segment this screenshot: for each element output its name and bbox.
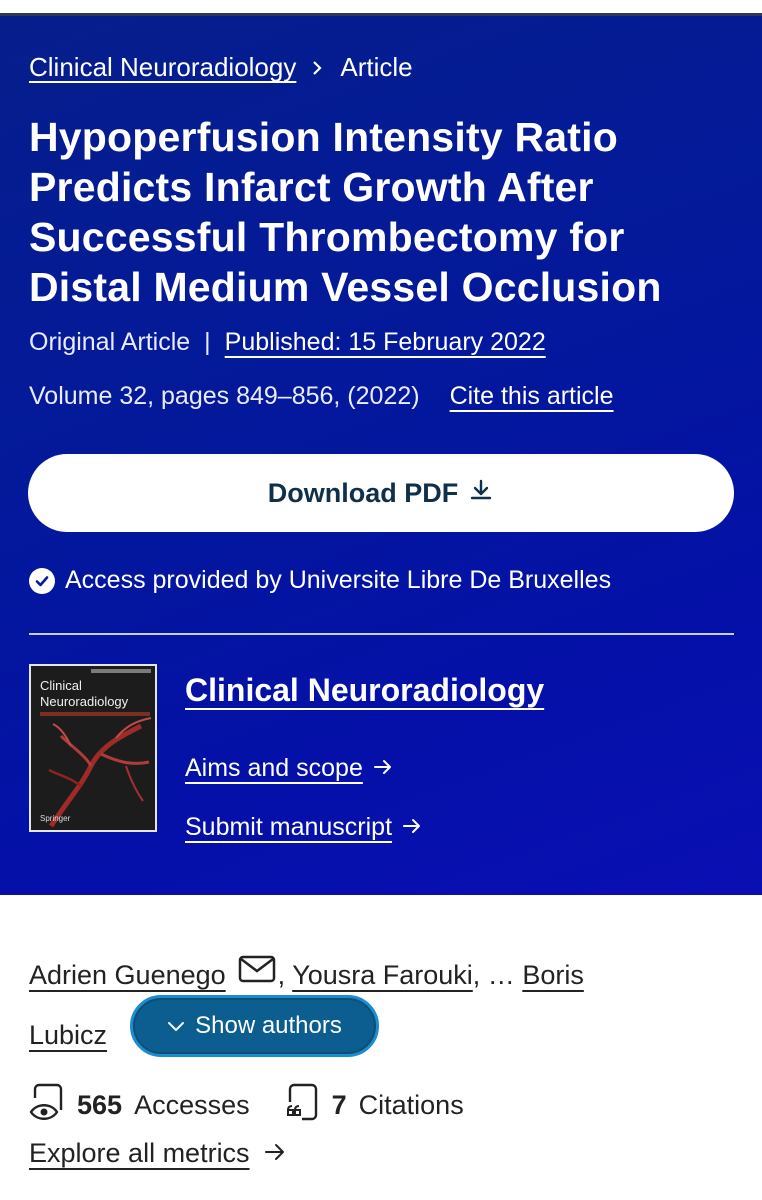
citations-metric [284, 1082, 464, 1129]
download-icon [468, 477, 494, 510]
journal-name-link[interactable]: Clinical Neuroradiology [185, 672, 545, 708]
author-list [29, 946, 734, 1064]
check-circle-icon [29, 568, 55, 594]
article-metrics [29, 1082, 464, 1129]
quote-document-icon [284, 1082, 322, 1129]
explore-metrics-label: Explore all metrics [29, 1138, 250, 1168]
aims-scope-label: Aims and scope [185, 754, 363, 782]
accesses-count: 565 [77, 1090, 123, 1120]
explore-metrics-link[interactable] [29, 1138, 286, 1169]
published-date-link[interactable]: Published: 15 February 2022 [224, 328, 546, 356]
chevron-down-icon [167, 1012, 185, 1040]
accesses-metric [29, 1082, 250, 1129]
divider [29, 633, 734, 635]
volume-pages: Volume 32, pages 849–856, (2022) [29, 382, 420, 410]
access-text: Access provided by Universite Libre De Bruxelles [65, 566, 612, 594]
aims-scope-link[interactable] [185, 754, 393, 783]
citations-label: Citations [358, 1090, 464, 1120]
show-authors-button[interactable] [130, 995, 379, 1057]
citations-count: 7 [331, 1090, 347, 1120]
journal-cover-image[interactable] [29, 664, 157, 832]
cite-article-link[interactable]: Cite this article [449, 382, 614, 410]
author-link[interactable]: Boris [522, 960, 584, 990]
article-volume-line [29, 382, 614, 411]
article-title: Hypoperfusion Intensity Ratio Predicts Infarct Growth After Successful Thrombectomy for Distal Medium Vessel Occlusion [29, 114, 662, 310]
cover-vessel-art [31, 666, 157, 832]
submit-manuscript-label: Submit manuscript [185, 813, 393, 841]
article-type: Original Article [29, 328, 191, 356]
breadcrumb-current: Article [340, 52, 413, 82]
author-link[interactable]: Lubicz [29, 1019, 108, 1050]
top-border [0, 0, 762, 15]
author-ellipsis: , … [472, 960, 515, 990]
show-authors-label: Show authors [195, 1012, 342, 1039]
arrow-right-icon [373, 754, 393, 783]
eye-document-icon [29, 1082, 67, 1129]
download-pdf-button[interactable] [28, 454, 734, 532]
cover-publisher: Springer [40, 814, 71, 823]
meta-separator: | [204, 328, 211, 356]
author-comma: , [277, 960, 286, 990]
breadcrumb-journal-link[interactable]: Clinical Neuroradiology [29, 52, 297, 82]
author-link[interactable]: Yousra Farouki [292, 960, 473, 990]
article-meta-line [29, 328, 546, 357]
accesses-label: Accesses [134, 1090, 250, 1120]
chevron-right-icon [310, 61, 324, 75]
article-header [0, 16, 762, 895]
breadcrumb [29, 52, 413, 83]
arrow-right-icon [402, 813, 422, 842]
arrow-right-icon [264, 1138, 286, 1169]
access-info [29, 566, 611, 595]
author-link[interactable]: Adrien Guenego [29, 960, 226, 990]
cover-title: Clinical Neuroradiology [40, 678, 129, 709]
submit-manuscript-link[interactable] [185, 813, 422, 842]
download-pdf-label: Download PDF [267, 477, 459, 508]
